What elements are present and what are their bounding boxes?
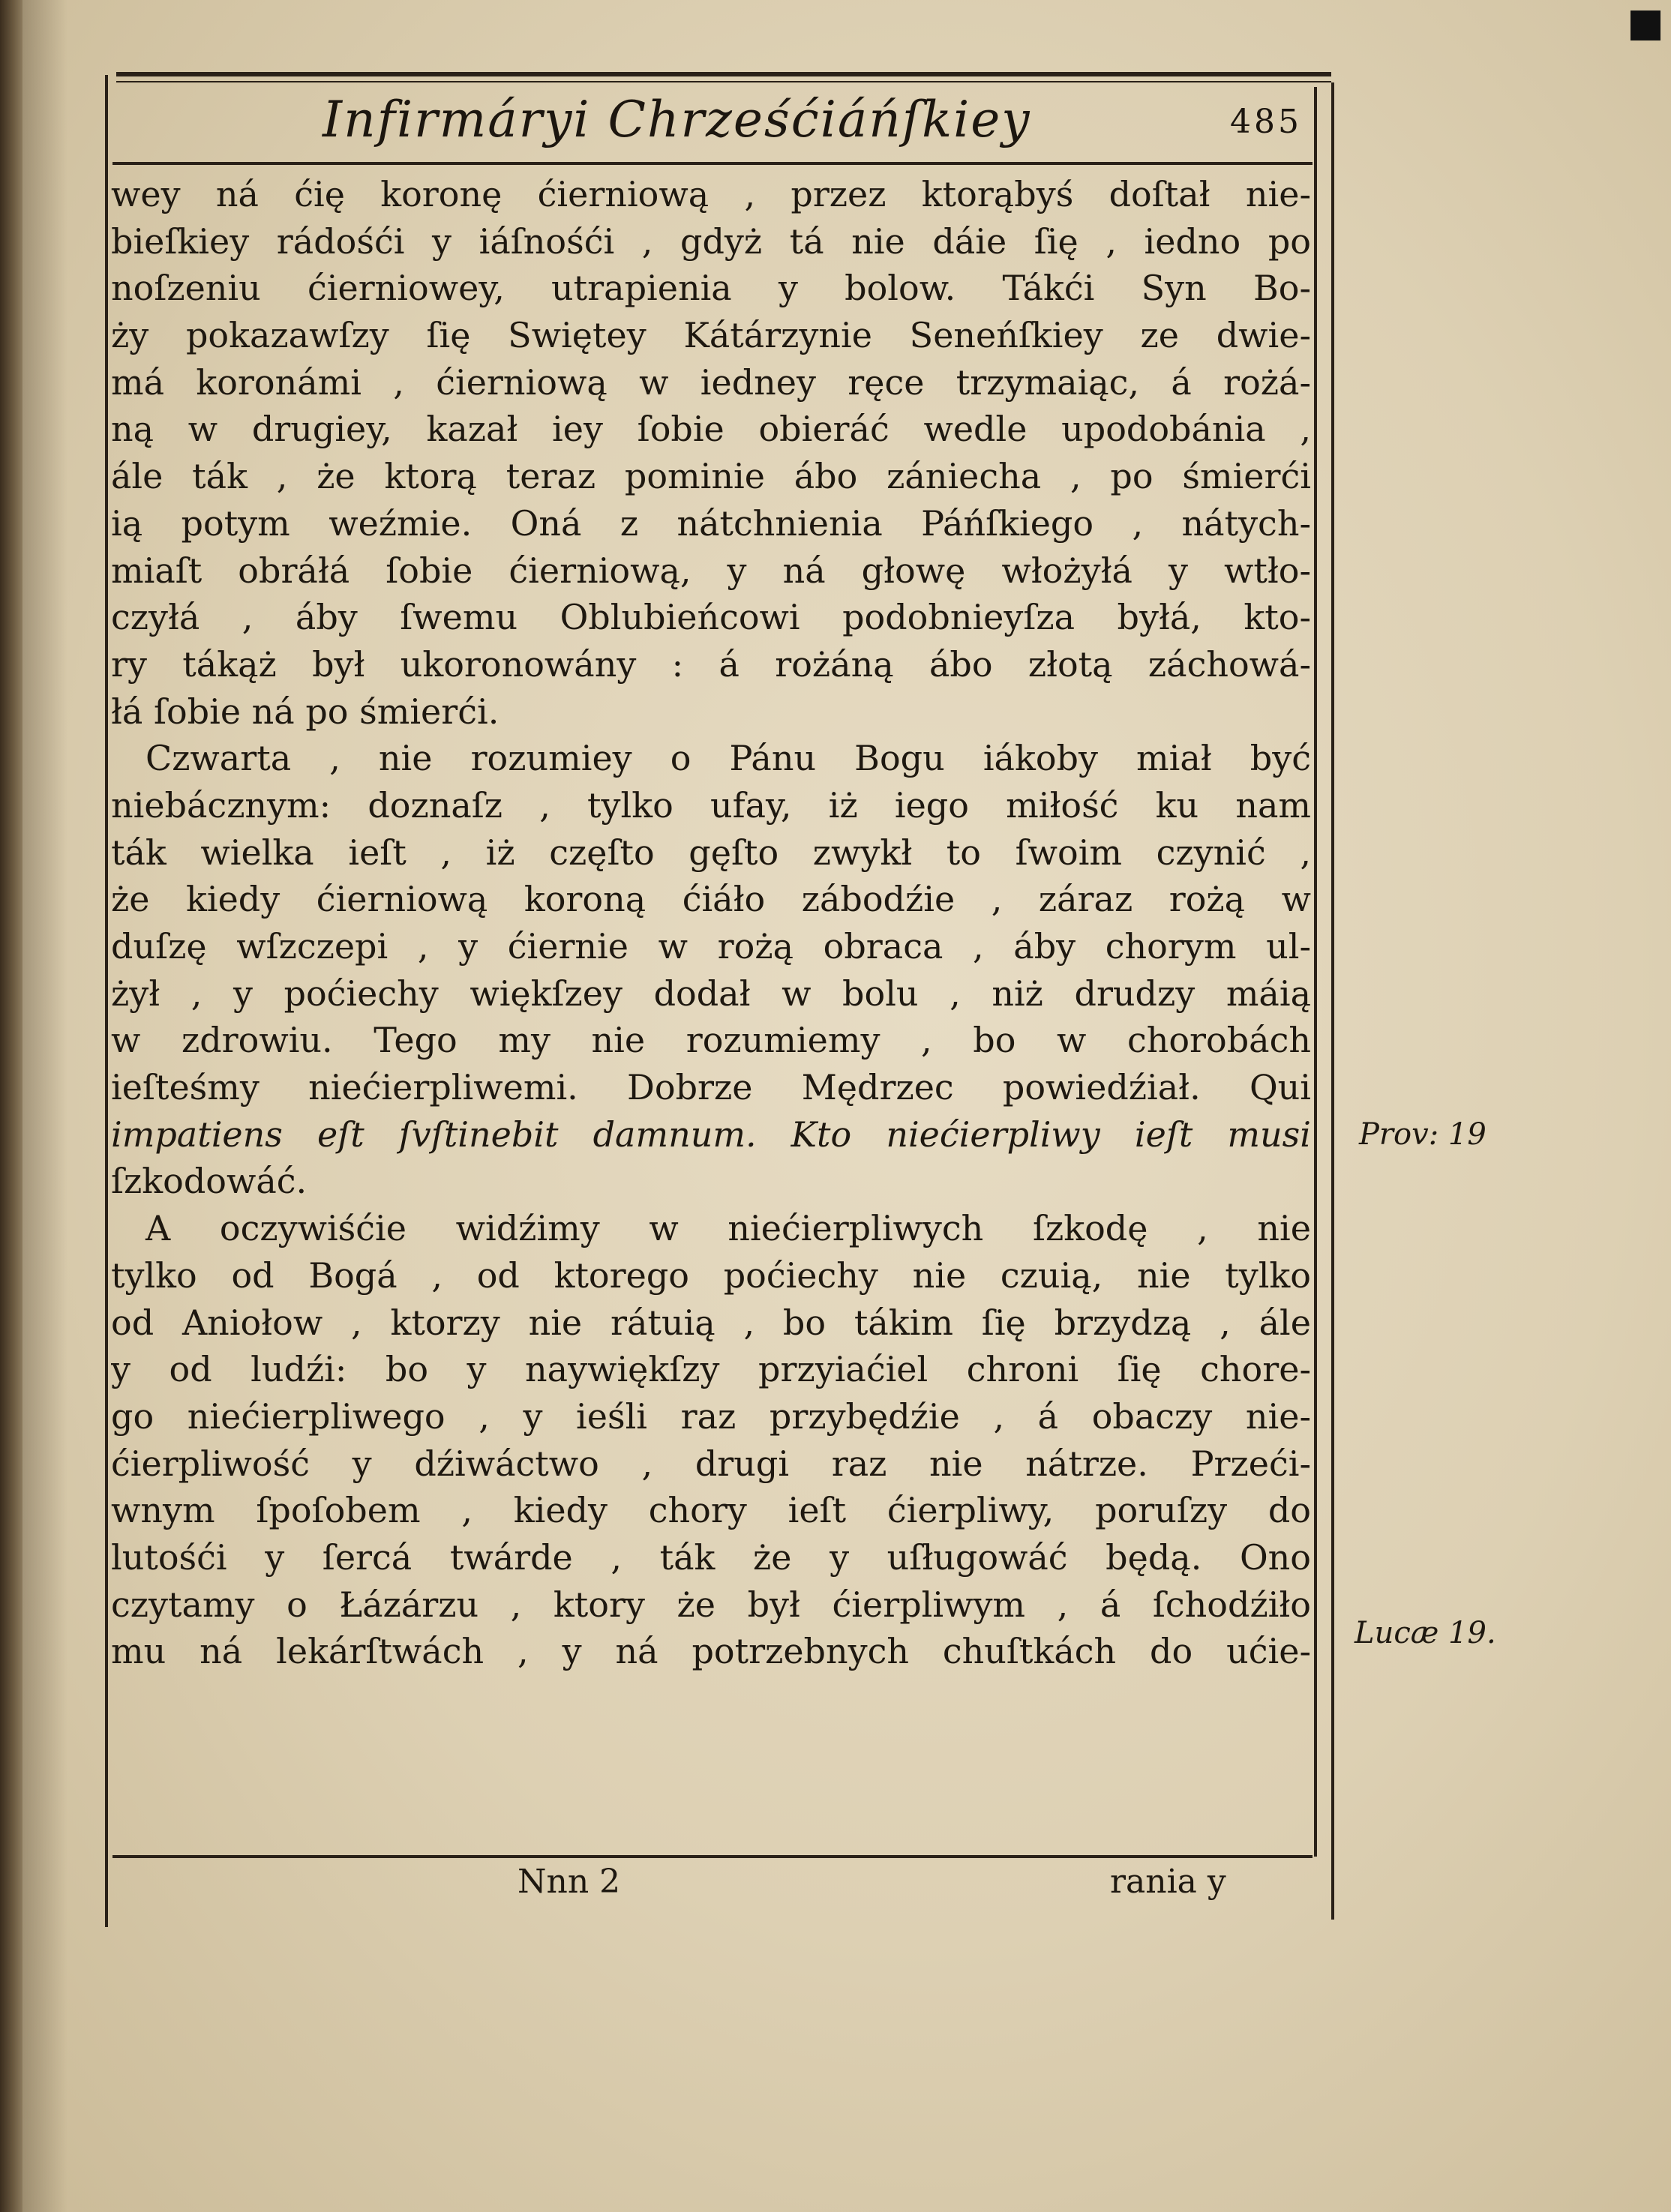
text-line: czytamy o Łázárzu , ktory że był ćierpliwym , á ſchodźiło	[111, 1584, 1311, 1625]
paragraph-2	[111, 735, 1311, 1205]
text-line: ták wielka ieſt , iż częſto gęſto zwykł to ſwoim czynić ,	[111, 832, 1311, 873]
gutter-shadow	[22, 0, 68, 2212]
bottom-frame-rule	[112, 1855, 1312, 1858]
text-line: żył , y poćiechy więkſzey dodał w bolu , niż drudzy máią	[111, 973, 1311, 1014]
text-line: miaſt obráłá ſobie ćierniową, y ná głowę włożyłá y wtło-	[111, 550, 1311, 591]
text-line: ſzkodowáć.	[111, 1161, 308, 1202]
page-number: 485	[1230, 103, 1302, 141]
scan-corner-mark	[1630, 10, 1660, 40]
running-title: Infirmáryi Chrześćiáńſkiey	[322, 91, 1031, 148]
text-line: mu ná lekárſtwách , y ná potrzebnych chuſtkách do ućie-	[111, 1631, 1311, 1672]
text-line: má koronámi , ćierniową w iedney ręce trzymaiąc, á rożá-	[111, 361, 1311, 403]
top-frame-rule	[116, 72, 1331, 76]
header-rule	[112, 162, 1312, 165]
text-line: od Aniołow , ktorzy nie rátuią , bo tákim ſię brzydzą , ále	[111, 1302, 1311, 1343]
signature-mark: Nnn 2	[518, 1863, 621, 1901]
text-line: ćierpliwość y dźiwáctwo , drugi raz nie nátrze. Przeći-	[111, 1443, 1311, 1484]
text-line: ieſteśmy niećierpliwemi. Dobrze Mędrzec powiedźiał. Qui	[111, 1067, 1311, 1108]
margin-frame-line	[1331, 82, 1334, 1920]
text-line: wnym ſpoſobem , kiedy chory ieſt ćierpliwy, poruſzy do	[111, 1490, 1311, 1531]
text-line: lutośći y ſercá twárde , ták że y uſługowáć będą. Ono	[111, 1536, 1311, 1578]
paragraph-3	[111, 1205, 1311, 1675]
text-line: ną w drugiey, kazał iey ſobie obieráć wedle upodobánia ,	[111, 409, 1311, 450]
body-text	[111, 171, 1311, 1675]
text-line: y od ludźi: bo y naywiękſzy przyiaćiel chroni ſię chore-	[111, 1349, 1311, 1390]
marginal-note-luke: Lucæ 19.	[1354, 1616, 1496, 1650]
text-line: A oczywiśćie widźimy w niećierpliwych ſzkodę , nie	[146, 1208, 1311, 1249]
text-line: ży pokazawſzy ſię Swiętey Kátárzynie Seneńſkiey ze dwie-	[111, 315, 1311, 356]
text-line-latin-quote: impatiens eſt ſvſtinebit damnum. Kto niećierpliwy ieſt musi	[111, 1113, 1311, 1155]
text-line: noſzeniu ćierniowey, utrapienia y bolow. Tákći Syn Bo-	[111, 268, 1311, 309]
text-line: czyłá , áby ſwemu Oblubieńcowi podobnieyſza byłá, kto-	[111, 597, 1311, 638]
paragraph-1	[111, 171, 1311, 735]
left-frame-line	[105, 75, 108, 1927]
text-line: ále ták , że ktorą teraz pominie ábo zániecha , po śmierći	[111, 456, 1311, 497]
book-binding-edge	[0, 0, 22, 2212]
text-line: łá ſobie ná po śmierći.	[111, 691, 500, 732]
text-line: duſzę wſzczepi , y ćiernie w rożą obraca , áby chorym ul-	[111, 926, 1311, 967]
text-line: wey ná ćię koronę ćierniową , przez ktorąbyś doſtał nie-	[111, 174, 1311, 214]
catchword: rania y	[1110, 1863, 1226, 1901]
text-line: ry tákąż był ukoronowány : á rożáną ábo złotą záchowá-	[111, 643, 1311, 685]
marginal-note-proverbs: Prov: 19	[1359, 1117, 1486, 1152]
text-line: w zdrowiu. Tego my nie rozumiemy , bo w chorobách	[111, 1020, 1311, 1061]
text-line: tylko od Bogá , od ktorego poćiechy nie czuią, nie tylko	[111, 1254, 1311, 1296]
text-line: bieſkiey rádośći y iáſnośći , gdyż tá nie dáie ſię , iedno po	[111, 220, 1311, 262]
right-frame-line	[1314, 87, 1317, 1857]
text-line: że kiedy ćierniową koroną ćiáło zábodźie , záraz rożą w	[111, 879, 1311, 920]
text-line: ią potym weźmie. Oná z nátchnienia Páńſkiego , nátych-	[111, 502, 1311, 544]
text-line: niebácznym: doznaſz , tylko ufay, iż iego miłość ku nam	[111, 784, 1311, 826]
text-line: go niećierpliwego , y ieśli raz przybędźie , á obaczy nie-	[111, 1395, 1311, 1437]
text-line: Czwarta , nie rozumiey o Pánu Bogu iákoby miał być	[146, 738, 1311, 779]
